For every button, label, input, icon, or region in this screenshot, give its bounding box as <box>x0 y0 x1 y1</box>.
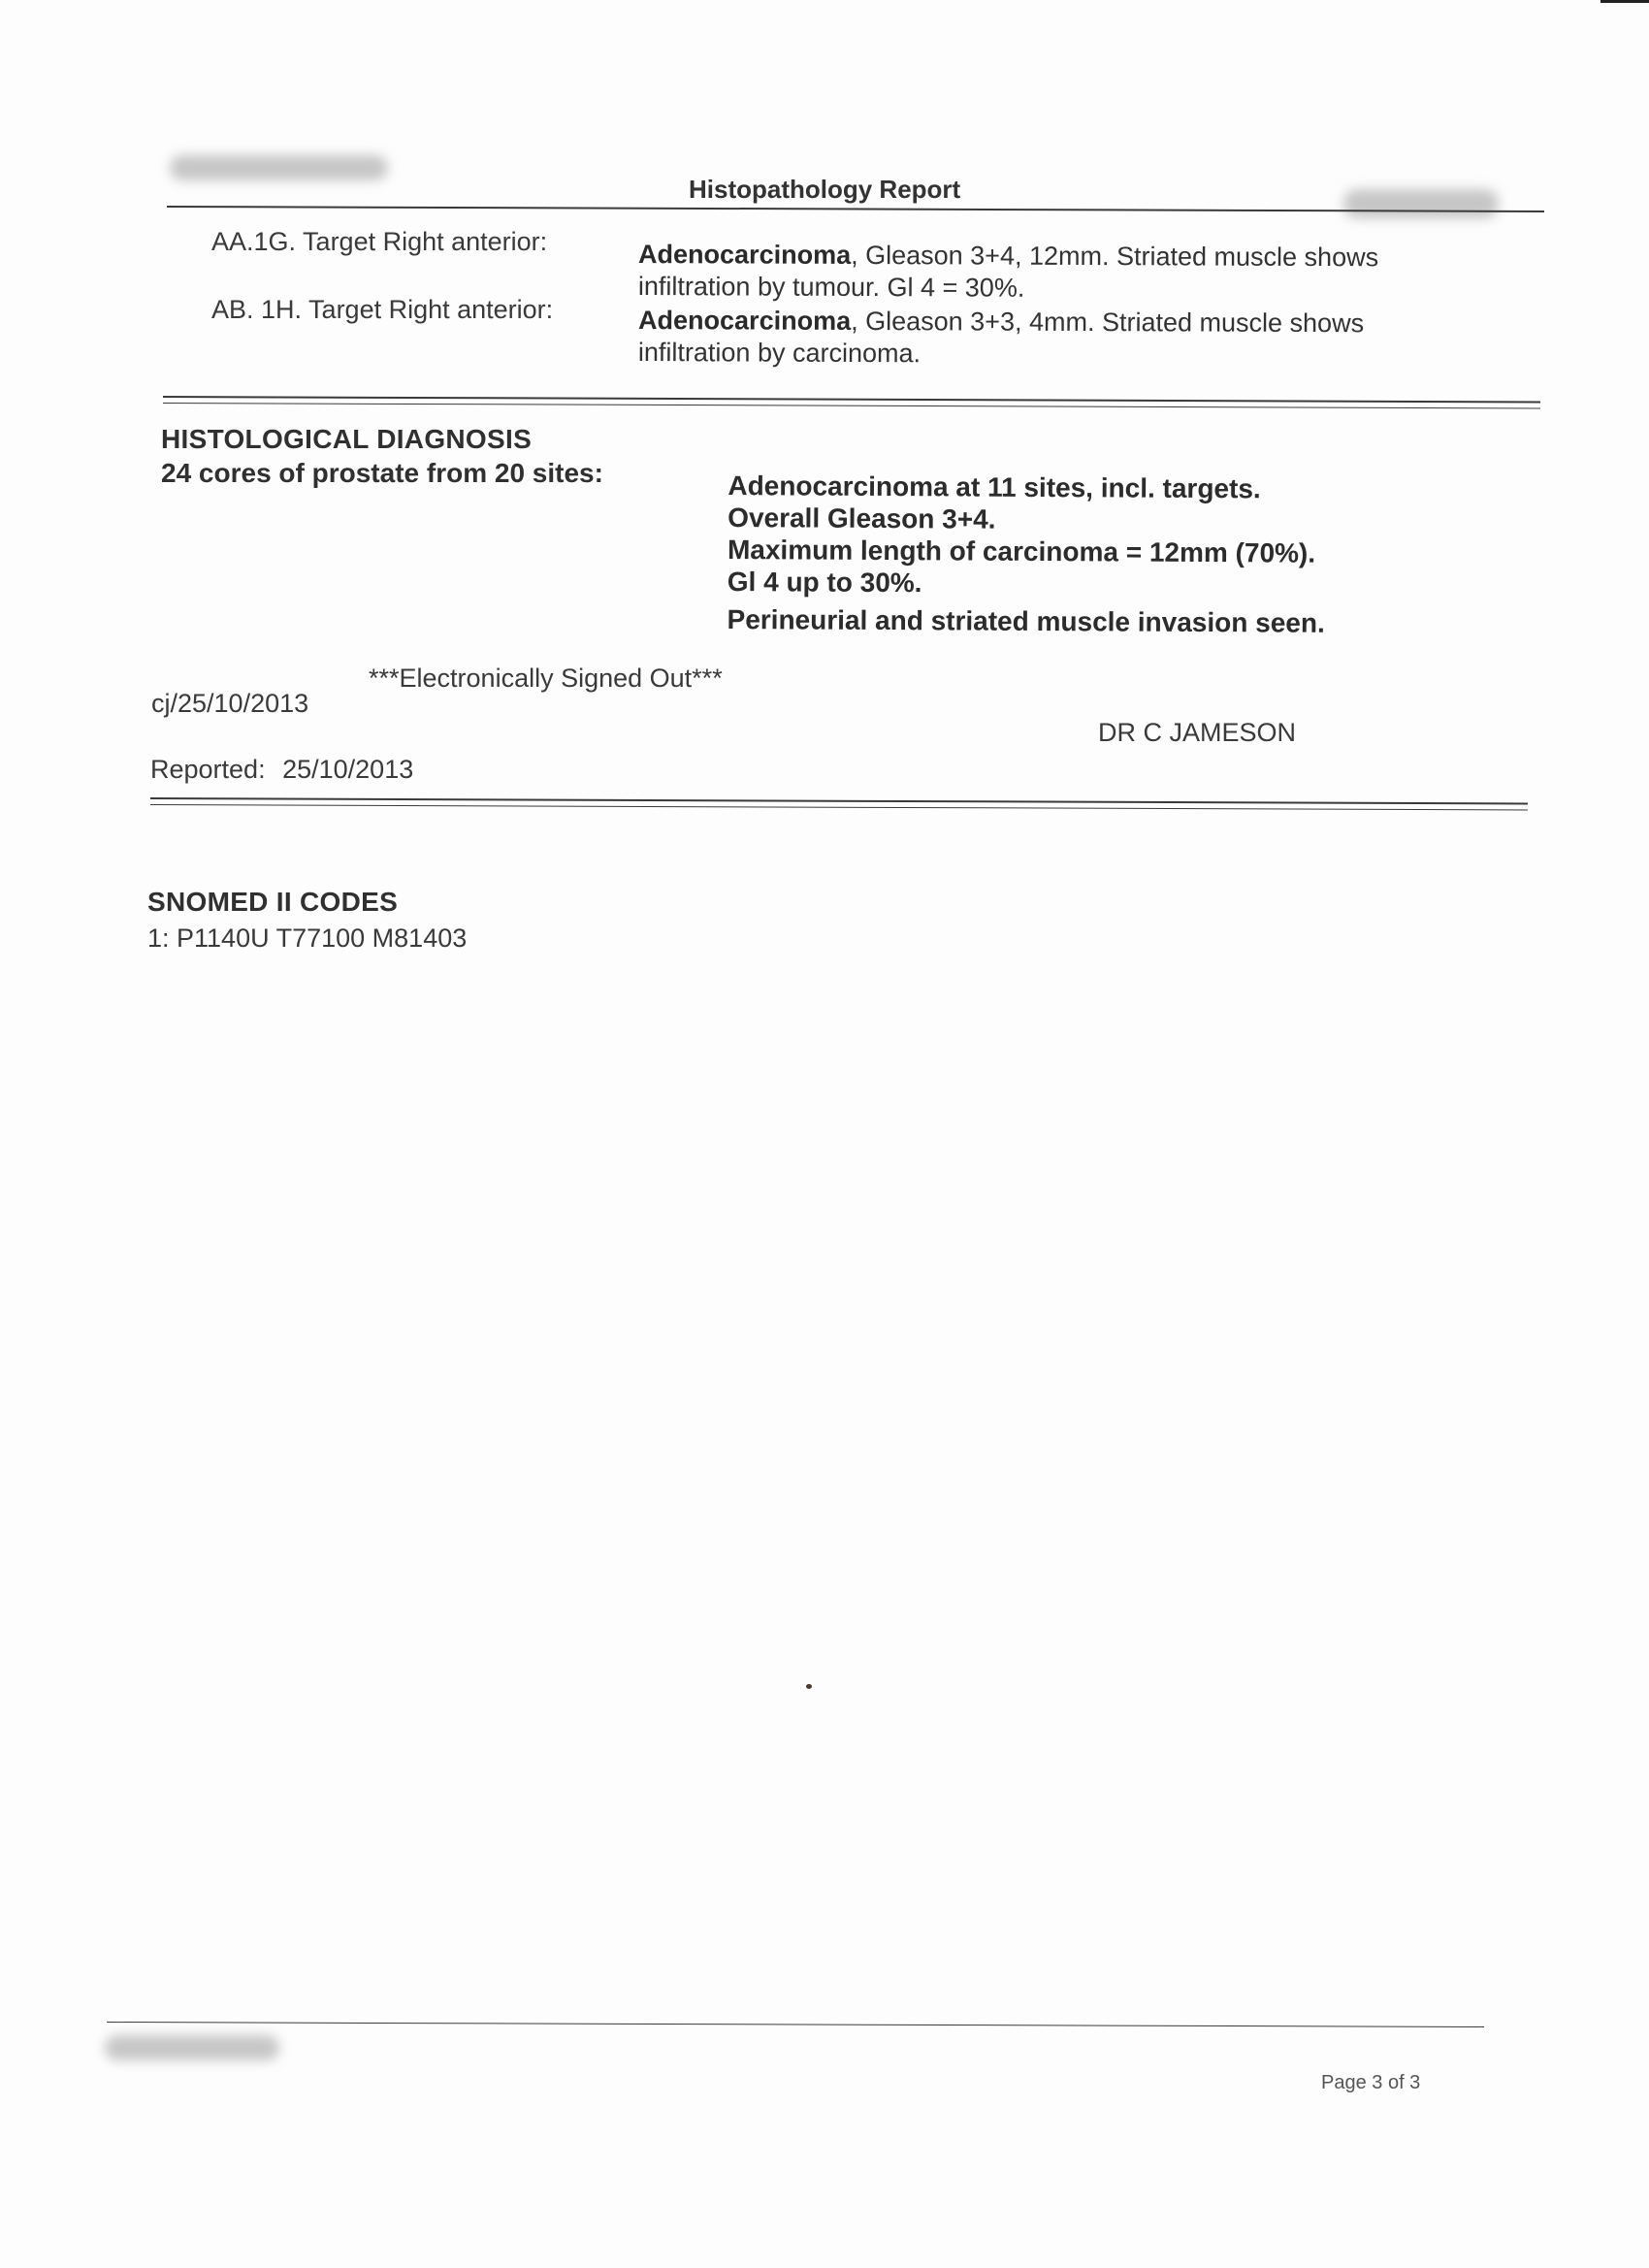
scan-edge-mark <box>1600 0 1649 3</box>
section-rule <box>163 403 1540 408</box>
pathologist-name: DR C JAMESON <box>1098 718 1297 747</box>
specimen-label: 24 cores of prostate from 20 sites: <box>161 458 603 488</box>
footer-rule <box>107 2022 1484 2027</box>
reported-date: 25/10/2013 <box>282 755 414 784</box>
result-diagnosis: Adenocarcinoma <box>638 306 852 336</box>
result-diagnosis: Adenocarcinoma <box>638 240 852 270</box>
signed-out-status: ***Electronically Signed Out*** <box>369 664 723 693</box>
redacted-header-right <box>1343 189 1499 218</box>
histological-diagnosis-heading: HISTOLOGICAL DIAGNOSIS <box>161 424 533 454</box>
report-title: Histopathology Report <box>689 175 961 204</box>
initials-date: cj/25/10/2013 <box>151 689 309 718</box>
diagnosis-line: Overall Gleason 3+4. <box>728 502 996 535</box>
snomed-heading: SNOMED II CODES <box>147 887 399 917</box>
diagnosis-lines <box>727 470 1325 639</box>
section-rule <box>163 396 1540 403</box>
header-rule <box>167 206 1544 212</box>
reported-label: Reported: <box>150 755 266 784</box>
section-rule <box>150 804 1528 810</box>
result-label: AA.1G. Target Right anterior: <box>211 227 548 256</box>
diagnosis-line: Adenocarcinoma at 11 sites, incl. targets. <box>728 470 1261 504</box>
result-text <box>638 305 1472 373</box>
diagnosis-line: Gl 4 up to 30%. <box>727 566 922 599</box>
page-number: Page 3 of 3 <box>1321 2072 1421 2093</box>
result-detail: , Gleason 3+3, 4mm. Striated muscle shows infiltration by carcinoma. <box>637 306 1365 369</box>
section-rule <box>150 797 1528 804</box>
result-detail: , Gleason 3+4, 12mm. Striated muscle shows infiltration by tumour. Gl 4 = 30%. <box>637 240 1379 303</box>
diagnosis-line: Maximum length of carcinoma = 12mm (70%). <box>727 535 1316 568</box>
print-speck <box>806 1684 812 1689</box>
result-text <box>638 239 1472 307</box>
redacted-header-left <box>170 155 388 180</box>
redacted-footer-left <box>105 2035 279 2060</box>
diagnosis-line: Perineurial and striated muscle invasion seen. <box>727 603 1325 638</box>
reported-line <box>150 755 413 785</box>
result-label: AB. 1H. Target Right anterior: <box>211 295 554 324</box>
snomed-codes: 1: P1140U T77100 M81403 <box>147 923 468 953</box>
